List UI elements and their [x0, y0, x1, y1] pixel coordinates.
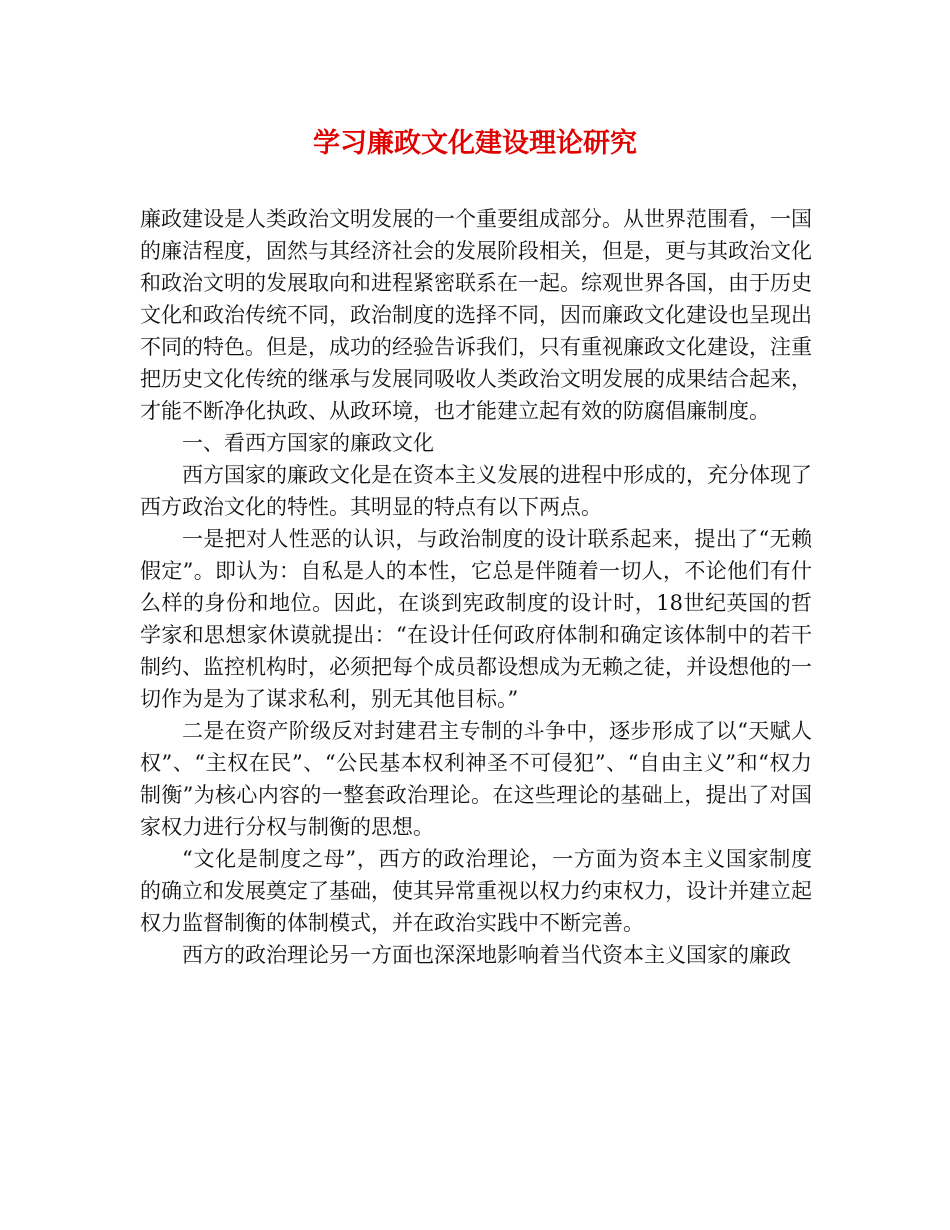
paragraph: 西方的政治理论另一方面也深深地影响着当代资本主义国家的廉政	[182, 943, 791, 967]
paragraph: 一是把对人性恶的认识，与政治制度的设计联系起来，提出了“无赖假定”。即认为：自私是人的本性，它总是伴随着一切人，不论他们有什么样的身份和地位。因此，在谈到宪政制度的设计时，18世纪英国的哲学家和思想家休谟就提出：“在设计任何政府体制和确定该体制中的若干制约、监控机构时，必须把每个成员都设想成为无赖之徒，并设想他的一切作为是为了谋求私利，别无其他目标。”	[140, 527, 812, 711]
paragraph: “文化是制度之母”，西方的政治理论，一方面为资本主义国家制度的确立和发展奠定了基础，使其异常重视以权力约束权力，设计并建立起权力监督制衡的体制模式，并在政治实践中不断完善。	[140, 847, 812, 935]
document-title: 学习廉政文化建设理论研究	[313, 128, 637, 159]
paragraph: 二是在资产阶级反对封建君主专制的斗争中，逐步形成了以“天赋人权”、“主权在民”、“公民基本权利神圣不可侵犯”、“自由主义”和“权力制衡”为核心内容的一整套政治理论。在这些理论的基础上，提出了对国家权力进行分权与制衡的思想。	[140, 719, 812, 839]
document-body	[140, 203, 812, 971]
paragraph: 西方国家的廉政文化是在资本主义发展的进程中形成的，充分体现了西方政治文化的特性。其明显的特点有以下两点。	[140, 463, 812, 519]
section-heading-western: 一、看西方国家的廉政文化	[182, 431, 434, 455]
paragraph-intro: 廉政建设是人类政治文明发展的一个重要组成部分。从世界范围看，一国的廉洁程度，固然与其经济社会的发展阶段相关，但是，更与其政治文化和政治文明的发展取向和进程紧密联系在一起。综观世界各国，由于历史文化和政治传统不同，政治制度的选择不同，因而廉政文化建设也呈现出不同的特色。但是，成功的经验告诉我们，只有重视廉政文化建设，注重把历史文化传统的继承与发展同吸收人类政治文明发展的成果结合起来，才能不断净化执政、从政环境，也才能建立起有效的防腐倡廉制度。	[140, 207, 812, 423]
